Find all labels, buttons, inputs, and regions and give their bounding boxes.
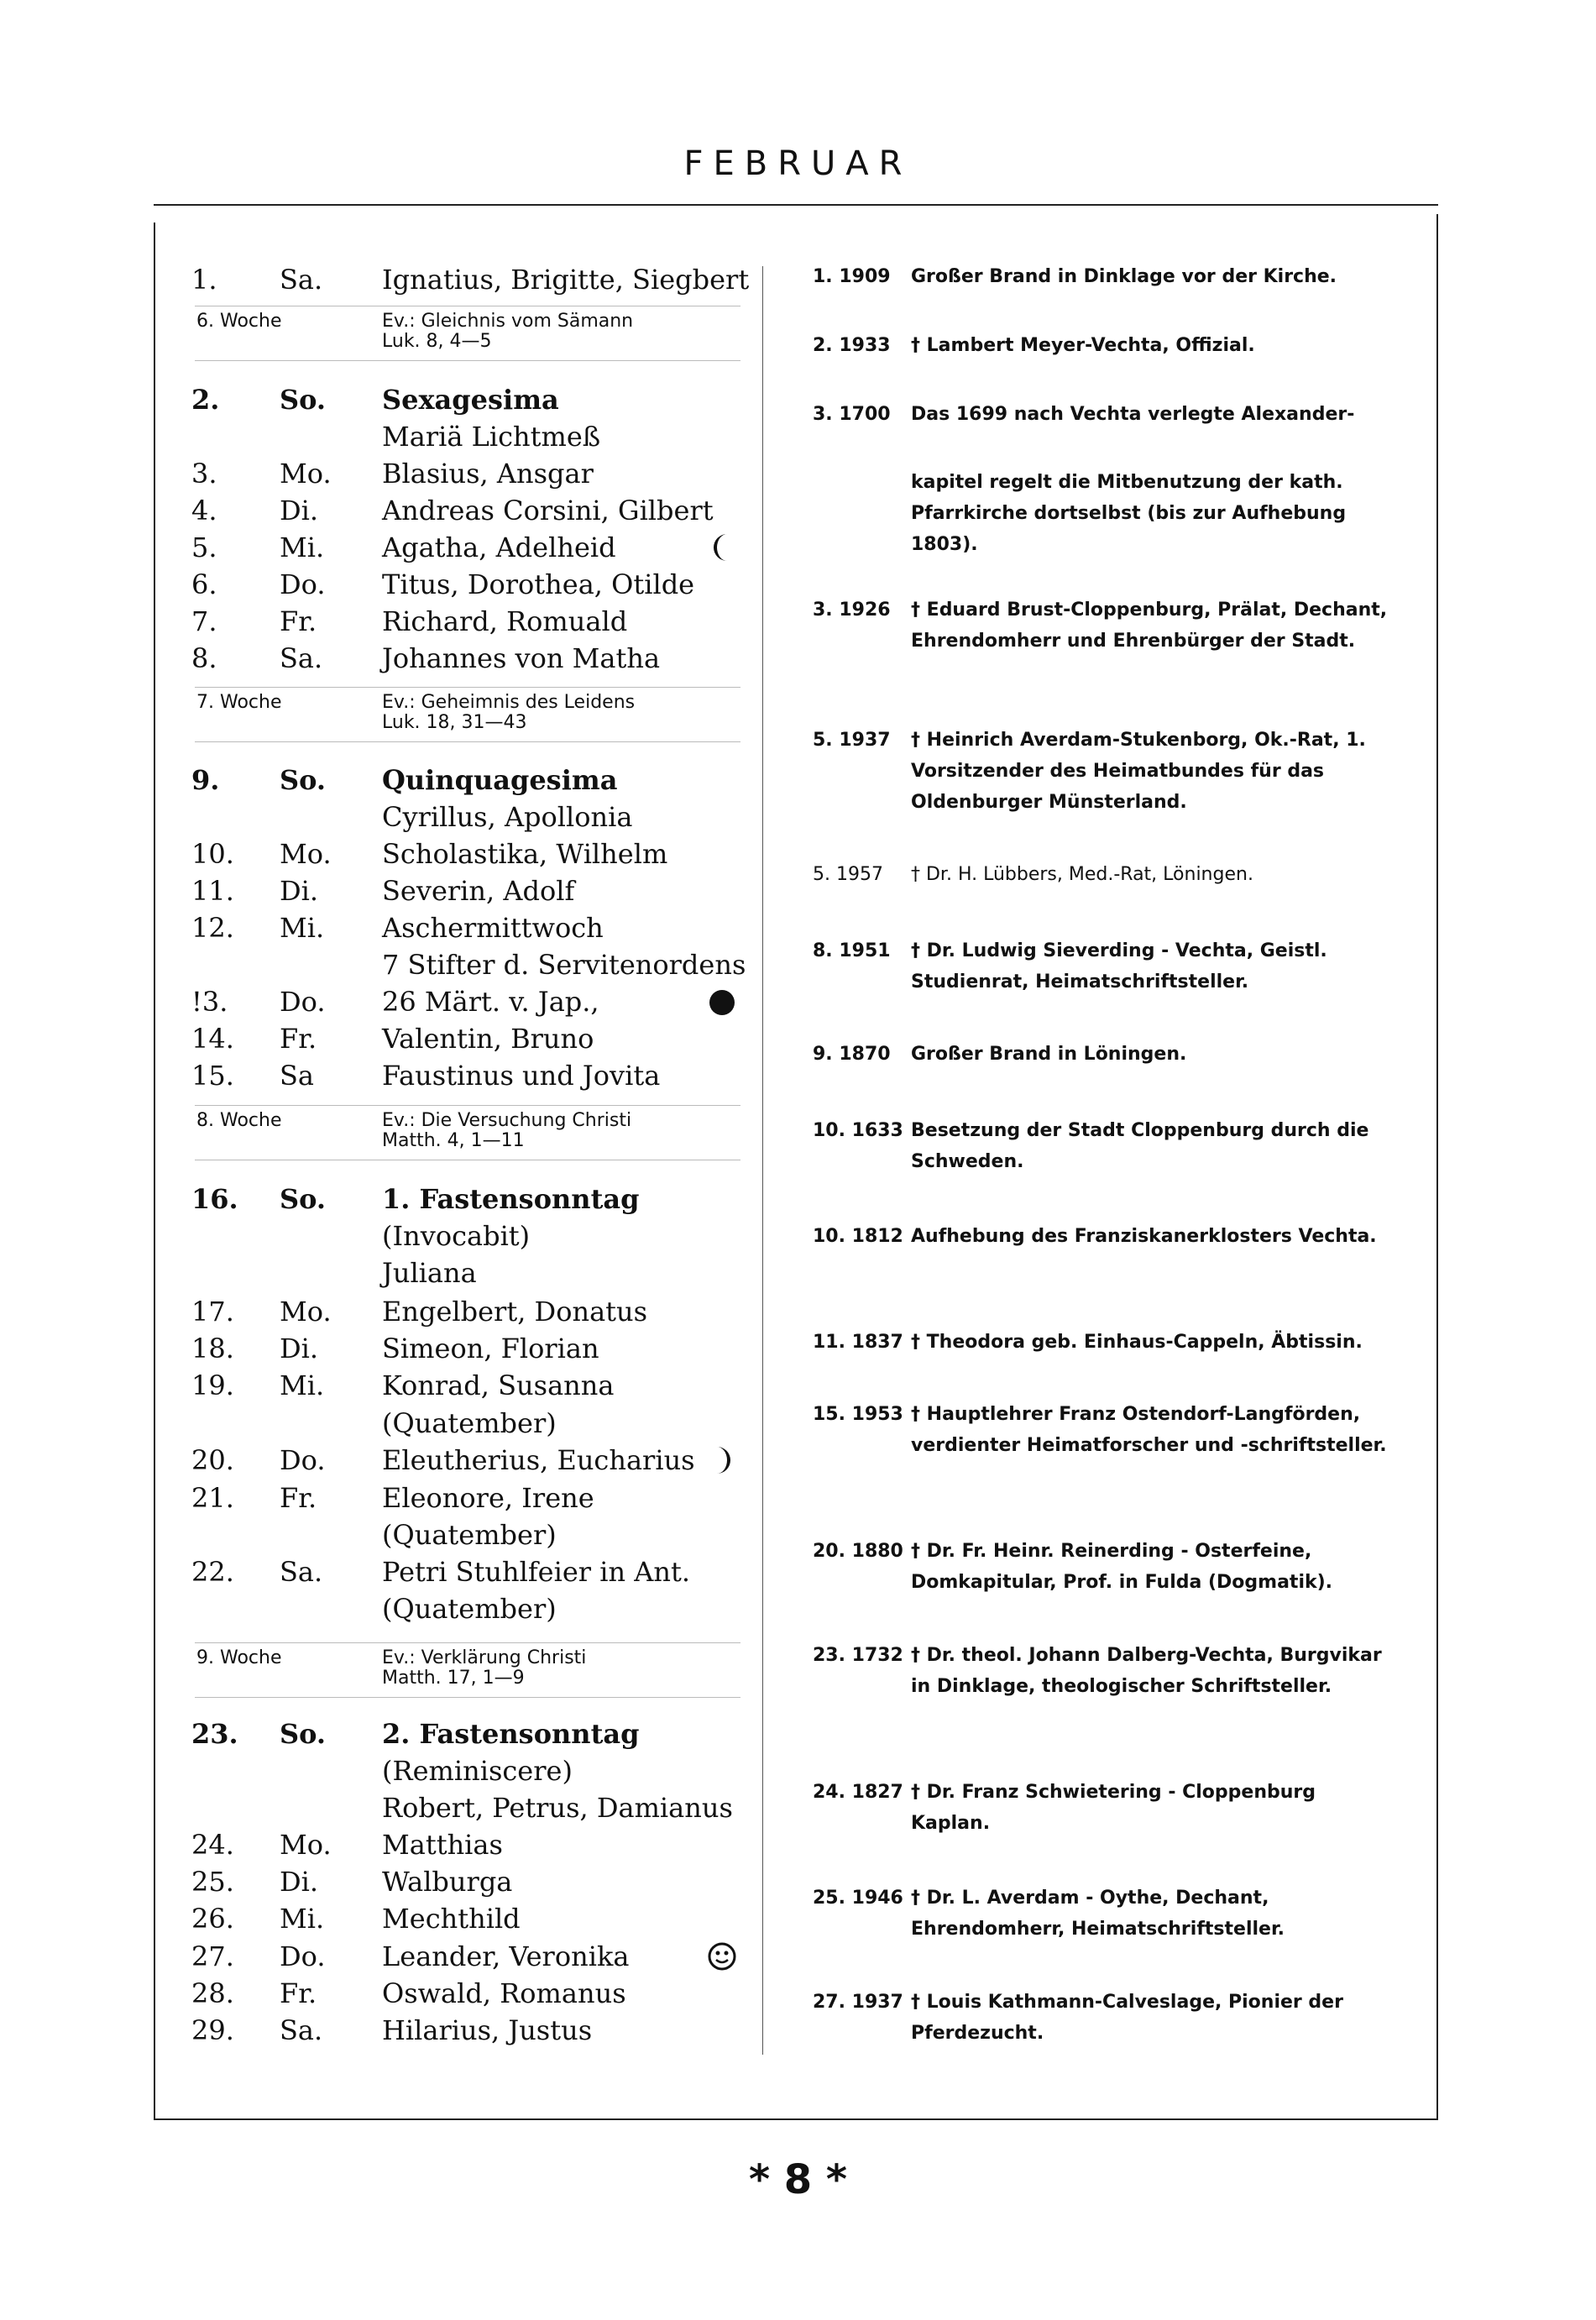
event-date: 11. 1837 — [813, 1332, 903, 1353]
saints-names: (Reminiscere) — [382, 1755, 573, 1787]
week-label: 7. Woche — [196, 692, 282, 713]
weekday: Mi. — [280, 532, 325, 563]
saints-names: Andreas Corsini, Gilbert — [382, 495, 714, 526]
saints-names: Engelbert, Donatus — [382, 1296, 648, 1328]
saints-names: (Quatember) — [382, 1407, 557, 1439]
gospel-reference: Luk. 18, 31—43 — [382, 712, 527, 733]
week-label: 6. Woche — [196, 311, 282, 332]
event-date: 24. 1827 — [813, 1782, 903, 1803]
day-number: 10. — [191, 838, 234, 870]
weekday: So. — [280, 764, 327, 796]
day-number: 3. — [191, 458, 217, 490]
weekday: Mo. — [280, 1829, 332, 1861]
saints-names: Mariä Lichtmeß — [382, 421, 601, 453]
day-number: 19. — [191, 1369, 234, 1401]
event-date: 1. 1909 — [813, 266, 891, 287]
event-text: † Louis Kathmann-Calveslage, Pionier der Pferdezucht. — [911, 1992, 1343, 2044]
weekday: Di. — [280, 875, 319, 907]
day-number: 14. — [191, 1023, 234, 1055]
day-number: 24. — [191, 1829, 234, 1861]
event-text: † Dr. L. Averdam - Oythe, Dechant, Ehrendomherr, Heimatschriftsteller. — [911, 1888, 1285, 1940]
saints-names: Konrad, Susanna — [382, 1369, 615, 1401]
day-number: 7. — [191, 605, 217, 637]
weekday: Mo. — [280, 838, 332, 870]
day-number: 28. — [191, 1977, 234, 2009]
weekday: Mi. — [280, 1903, 325, 1935]
day-number: 29. — [191, 2014, 234, 2046]
event-entry — [813, 1777, 1400, 1839]
weekday: Do. — [280, 1940, 326, 1972]
day-number: 6. — [191, 568, 217, 600]
event-entry — [813, 1536, 1400, 1598]
saints-names: Scholastika, Wilhelm — [382, 838, 668, 870]
weekday: Sa. — [280, 2014, 323, 2046]
gospel-reference: Matth. 17, 1—9 — [382, 1668, 525, 1689]
saints-names: 26 Märt. v. Jap., — [382, 986, 599, 1018]
page-title: FEBRUAR — [683, 144, 913, 183]
weekday: So. — [280, 1183, 327, 1215]
saints-names: Petri Stuhlfeier in Ant. — [382, 1556, 691, 1588]
event-text: † Dr. Franz Schwietering - Cloppenburg Kaplan. — [911, 1782, 1316, 1834]
event-date: 15. 1953 — [813, 1404, 903, 1425]
weekday: Fr. — [280, 1482, 317, 1514]
sunday-title: Quinquagesima — [382, 764, 618, 796]
saints-names: Simeon, Florian — [382, 1333, 599, 1364]
weekday: Do. — [280, 986, 326, 1018]
event-date: 10. 1812 — [813, 1226, 903, 1247]
waning-moon-icon — [704, 529, 740, 566]
weekday: Di. — [280, 495, 319, 526]
day-number: 22. — [191, 1556, 234, 1588]
event-text: Großer Brand in Dinklage vor der Kirche. — [911, 266, 1337, 287]
event-date: 3. 1700 — [813, 404, 891, 425]
event-entry — [813, 725, 1400, 818]
weekday: Sa. — [280, 642, 323, 674]
event-entry — [813, 1883, 1400, 1945]
event-text: Großer Brand in Löningen. — [911, 1044, 1187, 1065]
saints-names: Matthias — [382, 1829, 503, 1861]
gospel-title: Ev.: Verklärung Christi — [382, 1647, 587, 1668]
day-number: 1. — [191, 264, 217, 296]
gospel-title: Ev.: Gleichnis vom Sämann — [382, 311, 634, 332]
weekday: Mo. — [280, 1296, 332, 1328]
saints-names: Mechthild — [382, 1903, 521, 1935]
saints-names: Titus, Dorothea, Otilde — [382, 568, 695, 600]
event-entry — [813, 1640, 1400, 1702]
day-number: 12. — [191, 912, 234, 944]
event-entry — [813, 261, 1400, 292]
frame-left-rule — [154, 223, 155, 2118]
event-date: 5. 1937 — [813, 730, 891, 751]
weekday: So. — [280, 1718, 327, 1750]
sunday-title: 2. Fastensonntag — [382, 1718, 640, 1750]
gospel-reference: Matth. 4, 1—11 — [382, 1130, 525, 1151]
saints-names: Richard, Romuald — [382, 605, 628, 637]
saints-names: Aschermittwoch — [382, 912, 604, 944]
waxing-moon-icon — [704, 1442, 740, 1479]
day-number: 25. — [191, 1866, 234, 1898]
event-text: kapitel regelt die Mitbenutzung der kath. Pfarrkirche dortselbst (bis zur Aufhebung 1803). — [911, 472, 1347, 555]
event-text: † Hauptlehrer Franz Ostendorf-Langförden, verdienter Heimatforscher und -schriftsteller. — [911, 1404, 1387, 1456]
week-label: 9. Woche — [196, 1647, 282, 1668]
day-number: 4. — [191, 495, 217, 526]
event-entry — [813, 1399, 1400, 1461]
event-text: † Lambert Meyer-Vechta, Offizial. — [911, 335, 1255, 356]
frame-right-rule — [1436, 214, 1438, 2118]
day-number: 23. — [191, 1718, 238, 1750]
event-entry — [813, 1987, 1400, 2049]
saints-names: Robert, Petrus, Damianus — [382, 1792, 733, 1824]
event-date: 23. 1732 — [813, 1645, 903, 1666]
event-text: † Dr. H. Lübbers, Med.-Rat, Löningen. — [911, 864, 1253, 885]
new-moon-icon — [704, 983, 740, 1020]
weekday: Do. — [280, 1444, 326, 1476]
saints-names: 7 Stifter d. Servitenordens — [382, 949, 746, 981]
event-entry — [813, 1039, 1400, 1070]
weekday: Sa. — [280, 1556, 323, 1588]
event-text: Aufhebung des Franziskanerklosters Vechta. — [911, 1226, 1377, 1247]
event-date: 3. 1926 — [813, 600, 891, 621]
saints-names: Ignatius, Brigitte, Siegbert — [382, 264, 750, 296]
day-number: 9. — [191, 764, 220, 796]
event-entry — [813, 399, 1400, 430]
event-entry — [813, 1327, 1400, 1358]
day-number: 17. — [191, 1296, 234, 1328]
saints-names: Blasius, Ansgar — [382, 458, 594, 490]
event-entry — [813, 935, 1400, 998]
event-date: 27. 1937 — [813, 1992, 903, 2013]
week-block — [195, 1105, 740, 1160]
gospel-title: Ev.: Geheimnis des Leidens — [382, 692, 636, 713]
event-date: 2. 1933 — [813, 335, 891, 356]
event-text: Besetzung der Stadt Cloppenburg durch die Schweden. — [911, 1120, 1369, 1172]
weekday: Sa — [280, 1060, 314, 1092]
saints-names: Valentin, Bruno — [382, 1023, 594, 1055]
saints-names: Hilarius, Justus — [382, 2014, 593, 2046]
weekday: Mi. — [280, 912, 325, 944]
day-number: 8. — [191, 642, 217, 674]
week-block — [195, 1642, 740, 1698]
weekday: Di. — [280, 1333, 319, 1364]
saints-names: (Quatember) — [382, 1519, 557, 1551]
event-date: 20. 1880 — [813, 1541, 903, 1562]
gospel-reference: Luk. 8, 4—5 — [382, 331, 492, 352]
saints-names: Juliana — [382, 1257, 477, 1289]
event-text: Das 1699 nach Vechta verlegte Alexander- — [911, 404, 1355, 425]
event-date: 5. 1957 — [813, 864, 883, 885]
saints-names: Cyrillus, Apollonia — [382, 801, 633, 833]
saints-names: (Quatember) — [382, 1593, 557, 1625]
column-divider — [762, 266, 763, 2055]
event-date: 10. 1633 — [813, 1120, 903, 1141]
event-entry — [813, 1115, 1400, 1177]
day-number: !3. — [191, 986, 228, 1018]
day-number: 21. — [191, 1482, 234, 1514]
day-number: 18. — [191, 1333, 234, 1364]
day-number: 15. — [191, 1060, 234, 1092]
weekday: Fr. — [280, 1977, 317, 2009]
event-date: 9. 1870 — [813, 1044, 891, 1065]
event-text: † Dr. Ludwig Sieverding - Vechta, Geistl. Studienrat, Heimatschriftsteller. — [911, 940, 1327, 992]
day-number: 20. — [191, 1444, 234, 1476]
week-block — [195, 306, 740, 361]
event-text: † Dr. theol. Johann Dalberg-Vechta, Burgvikar in Dinklage, theologischer Schriftsteller. — [911, 1645, 1382, 1697]
weekday: Mo. — [280, 458, 332, 490]
week-label: 8. Woche — [196, 1110, 282, 1131]
saints-names: (Invocabit) — [382, 1220, 531, 1252]
sunday-title: 1. Fastensonntag — [382, 1183, 640, 1215]
saints-names: Agatha, Adelheid — [382, 532, 616, 563]
saints-names: Leander, Veronika — [382, 1940, 630, 1972]
weekday: So. — [280, 384, 327, 416]
day-number: 11. — [191, 875, 234, 907]
event-entry-continued — [813, 467, 1400, 560]
weekday: Mi. — [280, 1369, 325, 1401]
week-block — [195, 687, 740, 742]
full-moon-icon — [704, 1938, 740, 1975]
event-text: † Eduard Brust-Cloppenburg, Prälat, Dechant, Ehrendomherr und Ehrenbürger der Stadt. — [911, 600, 1388, 652]
weekday: Sa. — [280, 264, 323, 296]
event-text: † Theodora geb. Einhaus-Cappeln, Äbtissin. — [911, 1332, 1363, 1353]
event-date: 8. 1951 — [813, 940, 891, 961]
saints-names: Severin, Adolf — [382, 875, 575, 907]
day-number: 26. — [191, 1903, 234, 1935]
weekday: Fr. — [280, 1023, 317, 1055]
event-entry — [813, 330, 1400, 361]
day-number: 16. — [191, 1183, 238, 1215]
saints-names: Faustinus und Jovita — [382, 1060, 661, 1092]
day-number: 2. — [191, 384, 220, 416]
event-text: † Heinrich Averdam-Stukenborg, Ok.-Rat, 1. Vorsitzender des Heimatbundes für das Oldenburger Münsterland. — [911, 730, 1366, 813]
saints-names: Walburga — [382, 1866, 513, 1898]
weekday: Do. — [280, 568, 326, 600]
saints-names: Eleonore, Irene — [382, 1482, 594, 1514]
event-entry — [813, 594, 1400, 657]
event-date: 25. 1946 — [813, 1888, 903, 1909]
event-text: † Dr. Fr. Heinr. Reinerding - Osterfeine, Domkapitular, Prof. in Fulda (Dogmatik). — [911, 1541, 1333, 1593]
weekday: Fr. — [280, 605, 317, 637]
weekday: Di. — [280, 1866, 319, 1898]
day-number: 5. — [191, 532, 217, 563]
event-entry — [813, 859, 1400, 890]
page-number: * 8 * — [748, 2156, 848, 2203]
sunday-title: Sexagesima — [382, 384, 559, 416]
saints-names: Eleutherius, Eucharius — [382, 1444, 695, 1476]
event-entry — [813, 1221, 1400, 1252]
saints-names: Oswald, Romanus — [382, 1977, 626, 2009]
day-number: 27. — [191, 1940, 234, 1972]
saints-names: Johannes von Matha — [382, 642, 661, 674]
gospel-title: Ev.: Die Versuchung Christi — [382, 1110, 632, 1131]
